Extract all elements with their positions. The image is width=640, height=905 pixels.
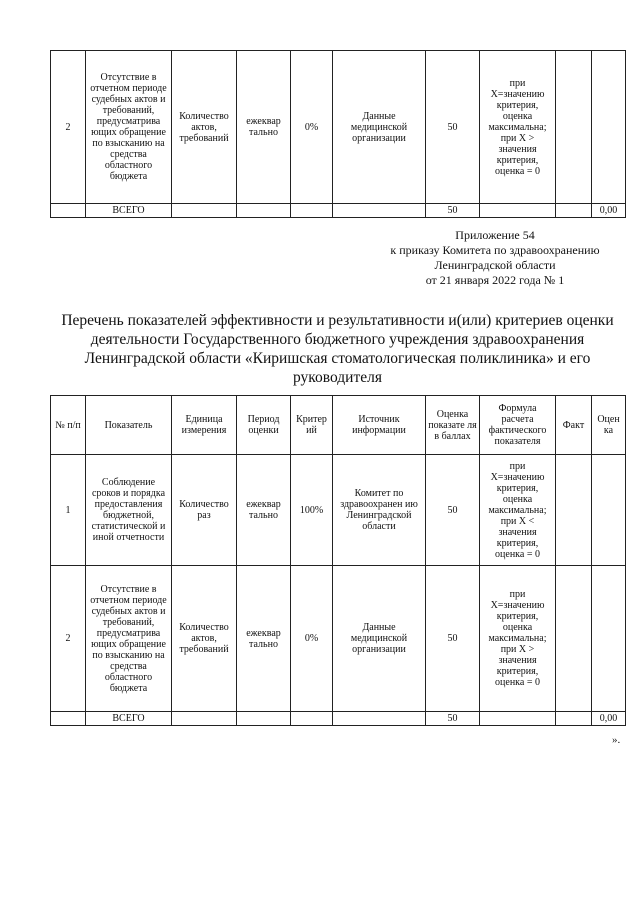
cell-fact: [556, 455, 592, 566]
table-continued: [50, 50, 626, 218]
annex-line: Ленинградской области: [434, 258, 556, 272]
header-unit: Единица измерения: [172, 396, 237, 455]
cell-unit: Количество раз: [172, 455, 237, 566]
indicators-table: [50, 395, 626, 726]
cell-formula: при X=значению критерия, оценка максимальна; при X > значения критерия, оценка = 0: [480, 566, 556, 712]
total-label: ВСЕГО: [86, 204, 172, 218]
cell-indicator: Отсутствие в отчетном периоде судебных актов и требований, предусматрива ющих обращение по взысканию на средства областного бюджета: [86, 51, 172, 204]
annex-line: от 21 января 2022 года № 1: [425, 273, 565, 287]
header-source: Источник информации: [333, 396, 426, 455]
cell-score: 50: [426, 51, 480, 204]
cell-indicator: Соблюдение сроков и порядка предоставления бюджетной, статистической и иной отчетности: [86, 455, 172, 566]
cell-period: ежеквар тально: [237, 51, 291, 204]
cell-source: Данные медицинской организации: [333, 51, 426, 204]
cell-formula: при X=значению критерия, оценка максимальна; при X < значения критерия, оценка = 0: [480, 455, 556, 566]
header-formula: Формула расчета фактического показателя: [480, 396, 556, 455]
annex-line: к приказу Комитета по здравоохранению: [390, 243, 600, 257]
header-score: Оценка показате ля в баллах: [426, 396, 480, 455]
cell-rating: [592, 455, 626, 566]
header-period: Период оценки: [237, 396, 291, 455]
annex-reference: [365, 228, 625, 288]
cell-rating: [592, 51, 626, 204]
total-label: ВСЕГО: [86, 712, 172, 726]
cell-num: 2: [51, 566, 86, 712]
table-row: [51, 566, 626, 712]
cell-criterion: 0%: [291, 566, 333, 712]
cell-score: 50: [426, 566, 480, 712]
cell-score: 50: [426, 455, 480, 566]
cell-criterion: 100%: [291, 455, 333, 566]
cell-period: ежеквар тально: [237, 455, 291, 566]
total-score: 50: [426, 204, 480, 218]
cell-rating: [592, 566, 626, 712]
total-rating: 0,00: [592, 204, 626, 218]
cell-source: Данные медицинской организации: [333, 566, 426, 712]
header-fact: Факт: [556, 396, 592, 455]
document-title: Перечень показателей эффективности и результативности и(или) критериев оценки деятельности Государственного бюджетного учреждения здравоохранения Ленинградской области «Киришская стоматологическая поликлиника» и его руководителя: [61, 312, 614, 386]
header-indicator: Показатель: [86, 396, 172, 455]
cell-num: 2: [51, 51, 86, 204]
header-rating: Оцен ка: [592, 396, 626, 455]
total-rating: 0,00: [592, 712, 626, 726]
table-total-row: [51, 712, 626, 726]
cell-indicator: Отсутствие в отчетном периоде судебных актов и требований, предусматрива ющих обращение по взысканию на средства областного бюджета: [86, 566, 172, 712]
cell-num: 1: [51, 455, 86, 566]
cell-formula: при X=значению критерия, оценка максимальна; при X > значения критерия, оценка = 0: [480, 51, 556, 204]
cell-criterion: 0%: [291, 51, 333, 204]
header-criterion: Критер ий: [291, 396, 333, 455]
cell-unit: Количество актов, требований: [172, 51, 237, 204]
cell-period: ежеквар тально: [237, 566, 291, 712]
table-row: [51, 51, 626, 204]
closing-quote: ».: [612, 734, 621, 746]
cell-fact: [556, 51, 592, 204]
cell-unit: Количество актов, требований: [172, 566, 237, 712]
cell-fact: [556, 566, 592, 712]
table-total-row: [51, 204, 626, 218]
cell-source: Комитет по здравоохранен ию Ленинградской области: [333, 455, 426, 566]
header-num: № п/п: [51, 396, 86, 455]
table-row: [51, 455, 626, 566]
table-header-row: [51, 396, 626, 455]
total-score: 50: [426, 712, 480, 726]
annex-line: Приложение 54: [455, 228, 535, 242]
